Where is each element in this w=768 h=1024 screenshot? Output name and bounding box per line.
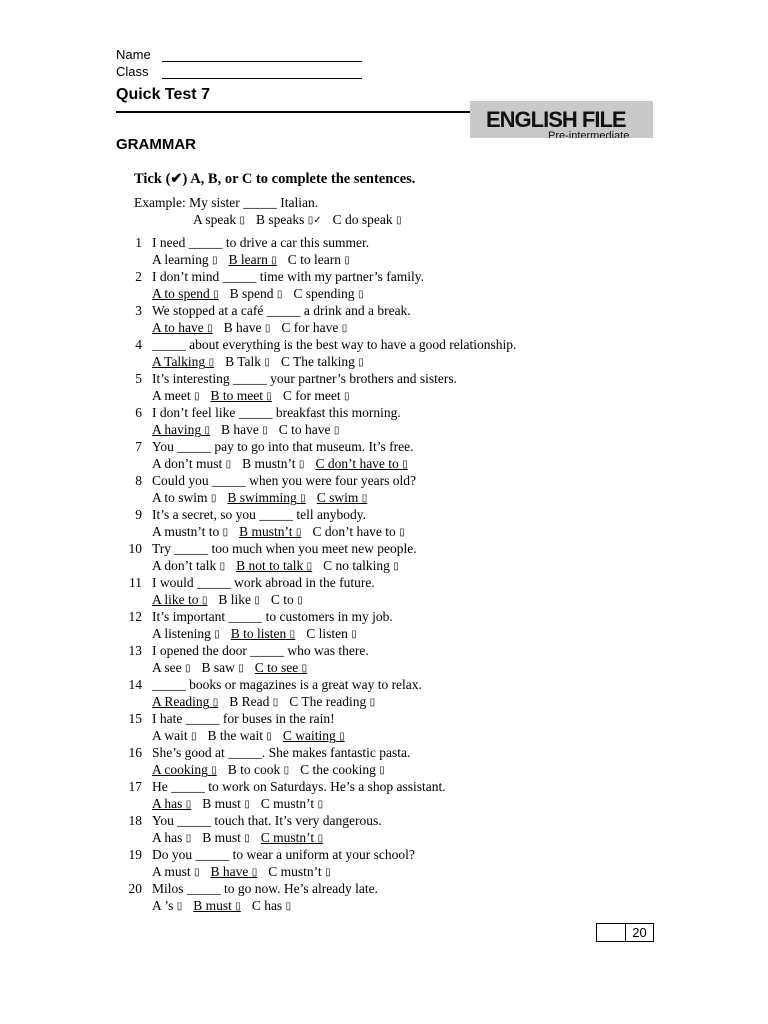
tick-box-icon[interactable]: ▯ xyxy=(276,289,283,300)
question-item xyxy=(120,302,640,336)
question-item xyxy=(120,846,640,880)
instruction: Tick (✔) A, B, or C to complete the sentences. xyxy=(134,171,416,187)
question-list xyxy=(120,234,640,914)
answer-option[interactable] xyxy=(283,728,345,743)
tick-box-icon[interactable]: ▯ xyxy=(235,901,241,912)
option-text: B have xyxy=(210,864,249,879)
question-number: 8 xyxy=(135,473,142,488)
tick-box-icon[interactable]: ▯ xyxy=(214,629,220,640)
tick-box-icon[interactable]: ▯ xyxy=(339,731,345,742)
question-item xyxy=(120,506,640,540)
answer-options xyxy=(152,387,361,405)
option-text: C swim xyxy=(316,490,359,505)
logo-subtitle: Pre-intermediate xyxy=(548,130,630,138)
tick-box-icon[interactable]: ▯ xyxy=(369,697,376,708)
question-number: 9 xyxy=(135,507,142,522)
name-label: Name xyxy=(116,47,151,62)
tick-box-icon[interactable]: ▯ xyxy=(262,425,268,436)
tick-box-icon[interactable]: ▯ xyxy=(212,697,219,708)
answer-option[interactable] xyxy=(152,864,200,879)
question-number: 13 xyxy=(128,643,142,658)
option-text: A like to xyxy=(152,592,199,607)
question-item xyxy=(120,472,640,506)
tick-box-icon[interactable]: ▯ xyxy=(176,901,183,912)
option-text: A Reading xyxy=(152,694,210,709)
tick-box-icon[interactable]: ▯ xyxy=(208,357,215,368)
answer-option[interactable] xyxy=(202,796,250,811)
option-text: C for meet xyxy=(282,388,341,403)
answer-options xyxy=(152,727,356,745)
answer-options xyxy=(152,285,374,303)
question-item xyxy=(120,744,640,778)
question-text: I don’t mind _____ time with my partner’s family. xyxy=(152,269,424,284)
option-text: C to xyxy=(270,592,294,607)
question-number: 12 xyxy=(128,609,142,624)
answer-option[interactable] xyxy=(202,660,244,675)
tick-box-icon[interactable]: ▯ xyxy=(222,527,229,538)
answer-option[interactable] xyxy=(323,558,399,573)
answer-option[interactable] xyxy=(152,762,217,777)
tick-box-icon[interactable]: ▯ xyxy=(225,459,232,470)
tick-box-icon[interactable]: ▯ xyxy=(201,595,208,606)
option-text: B to meet xyxy=(210,388,264,403)
question-text: It’s interesting _____ your partner’s brothers and sisters. xyxy=(152,371,457,386)
answer-option[interactable] xyxy=(152,524,228,539)
answer-option[interactable] xyxy=(255,660,307,675)
answer-option[interactable] xyxy=(279,422,340,437)
student-info xyxy=(116,45,362,79)
option-text: C don’t have to xyxy=(315,456,399,471)
option-text: B Talk xyxy=(225,354,262,369)
tick-box-icon[interactable]: ▯ xyxy=(264,357,270,368)
tick-box-icon[interactable]: ▯ xyxy=(396,215,402,226)
tick-box-icon[interactable]: ▯ xyxy=(266,391,272,402)
answer-option[interactable] xyxy=(312,524,404,539)
option-text: A see xyxy=(152,660,182,675)
option-text: C mustn’t xyxy=(260,796,315,811)
option-text: B must xyxy=(202,796,241,811)
tick-box-icon[interactable]: ▯ xyxy=(211,765,217,776)
tick-box-icon[interactable]: ▯ xyxy=(210,493,217,504)
answer-options xyxy=(152,829,334,847)
answer-option[interactable] xyxy=(152,558,225,573)
score-total: 20 xyxy=(632,925,647,940)
tick-box-icon[interactable]: ▯ xyxy=(333,425,340,436)
question-text: I need _____ to drive a car this summer. xyxy=(152,235,370,250)
option-text: C mustn’t xyxy=(268,864,322,879)
answer-option[interactable] xyxy=(230,286,283,301)
question-item xyxy=(120,778,640,812)
question-number: 3 xyxy=(135,303,142,318)
option-text: C spending xyxy=(293,286,355,301)
answer-options xyxy=(152,863,342,881)
option-text: B Read xyxy=(229,694,270,709)
class-label: Class xyxy=(116,64,149,79)
answer-options xyxy=(152,897,302,915)
option-text: C The talking xyxy=(280,354,355,369)
question-number: 15 xyxy=(128,711,142,726)
tick-box-icon[interactable]: ▯ xyxy=(204,425,211,436)
question-text: It’s important _____ to customers in my job. xyxy=(152,609,393,624)
option-text: A to spend xyxy=(152,286,210,301)
option-text: A ’s xyxy=(152,898,174,913)
answer-option[interactable] xyxy=(227,490,305,505)
question-item xyxy=(120,540,640,574)
tick-box-icon[interactable]: ▯ xyxy=(298,459,305,470)
tick-box-icon[interactable]: ▯ xyxy=(306,561,313,572)
page-title: Quick Test 7 xyxy=(116,86,210,103)
tick-box-icon[interactable]: ▯ xyxy=(300,493,306,504)
answer-option[interactable] xyxy=(228,762,289,777)
tick-box-icon[interactable]: ▯✓ xyxy=(307,215,322,226)
example xyxy=(134,194,413,229)
tick-box-icon[interactable]: ▯ xyxy=(344,255,350,266)
answer-option[interactable] xyxy=(152,456,231,471)
question-text: I opened the door _____ who was there. xyxy=(152,643,369,658)
answer-option[interactable] xyxy=(271,592,303,607)
question-number: 16 xyxy=(128,745,142,760)
answer-option[interactable] xyxy=(315,456,407,471)
tick-box-icon[interactable]: ▯ xyxy=(254,595,260,606)
question-item xyxy=(120,438,640,472)
question-number: 18 xyxy=(128,813,142,828)
answer-option[interactable] xyxy=(152,728,197,743)
answer-option[interactable] xyxy=(152,660,191,675)
option-text: C has xyxy=(251,898,283,913)
answer-option[interactable] xyxy=(152,354,214,369)
question-text: You _____ touch that. It’s very dangerous. xyxy=(152,813,382,828)
answer-option[interactable] xyxy=(208,728,272,743)
answer-option[interactable] xyxy=(239,524,301,539)
answer-option[interactable] xyxy=(300,762,385,777)
tick-box-icon[interactable]: ▯ xyxy=(399,527,405,538)
answer-options xyxy=(152,455,419,473)
question-text: Could you _____ when you were four years old? xyxy=(152,473,416,488)
question-text: It’s a secret, so you _____ tell anybody. xyxy=(152,507,366,522)
example-line xyxy=(134,194,413,211)
option-text: A having xyxy=(152,422,202,437)
option-text: C the cooking xyxy=(300,762,376,777)
option-text: A meet xyxy=(152,388,191,403)
tick-box-icon[interactable]: ▯ xyxy=(351,629,357,640)
answer-option[interactable] xyxy=(306,626,357,641)
section-title: GRAMMAR xyxy=(116,136,196,153)
option-text: C to learn xyxy=(287,252,342,267)
tick-box-icon[interactable]: ▯ xyxy=(393,561,399,572)
question-number: 14 xyxy=(128,677,142,692)
answer-options xyxy=(152,421,350,439)
answer-option[interactable] xyxy=(229,694,278,709)
question-number: 19 xyxy=(128,847,142,862)
option-text: C waiting xyxy=(282,728,336,743)
question-item xyxy=(120,404,640,438)
question-item xyxy=(120,812,640,846)
answer-options xyxy=(152,659,318,677)
answer-option[interactable] xyxy=(152,830,191,845)
tick-box-icon[interactable]: ▯ xyxy=(297,595,303,606)
answer-option[interactable] xyxy=(261,830,323,845)
option-text: A don’t talk xyxy=(152,558,217,573)
tick-box-icon[interactable]: ▯ xyxy=(207,323,213,334)
option-text: B like xyxy=(218,592,252,607)
option-text: C don’t have to xyxy=(312,524,396,539)
question-text: We stopped at a café _____ a drink and a break. xyxy=(152,303,411,318)
answer-option[interactable] xyxy=(288,252,350,267)
question-text: Try _____ too much when you meet new people. xyxy=(152,541,417,556)
tick-box-icon[interactable]: ▯ xyxy=(361,493,368,504)
answer-options xyxy=(152,489,378,507)
tick-box-icon[interactable]: ▯ xyxy=(185,799,192,810)
tick-box-icon[interactable]: ▯ xyxy=(185,833,192,844)
answer-options xyxy=(152,353,375,371)
option-text: B speaks xyxy=(256,212,305,227)
answer-options xyxy=(152,319,358,337)
example-label: Example: xyxy=(134,195,186,210)
answer-option[interactable] xyxy=(152,694,218,709)
option-text: B mustn’t xyxy=(239,524,293,539)
option-text: C do speak xyxy=(332,212,393,227)
answer-option[interactable] xyxy=(293,286,363,301)
tick-box-icon[interactable]: ▯ xyxy=(301,663,308,674)
option-text: B have xyxy=(223,320,262,335)
option-text: B to cook xyxy=(227,762,281,777)
example-option[interactable] xyxy=(193,212,245,227)
answer-option[interactable] xyxy=(281,320,347,335)
answer-option[interactable] xyxy=(289,694,375,709)
tick-box-icon[interactable]: ▯ xyxy=(251,867,258,878)
question-item xyxy=(120,880,640,914)
option-text: A cooking xyxy=(152,762,208,777)
question-item xyxy=(120,574,640,608)
answer-options xyxy=(152,693,386,711)
answer-option[interactable] xyxy=(221,422,268,437)
option-text: B not to talk xyxy=(236,558,304,573)
option-text: C listen xyxy=(306,626,348,641)
answer-options xyxy=(152,523,416,541)
option-text: C mustn’t xyxy=(260,830,315,845)
answer-option[interactable] xyxy=(152,592,207,607)
question-number: 17 xyxy=(128,779,142,794)
answer-option[interactable] xyxy=(236,558,312,573)
option-text: A learning xyxy=(152,252,209,267)
answer-option[interactable] xyxy=(152,286,219,301)
tick-box-icon[interactable]: ▯ xyxy=(344,391,350,402)
english-file-logo xyxy=(470,101,653,138)
answer-option[interactable] xyxy=(152,388,200,403)
tick-box-icon[interactable]: ▯ xyxy=(295,527,302,538)
answer-option[interactable] xyxy=(152,320,213,335)
question-number: 1 xyxy=(135,235,142,250)
question-item xyxy=(120,336,640,370)
answer-option[interactable] xyxy=(152,898,182,913)
answer-option[interactable] xyxy=(231,626,295,641)
answer-option[interactable] xyxy=(152,796,191,811)
question-text: He _____ to work on Saturdays. He’s a shop assistant. xyxy=(152,779,446,794)
answer-option[interactable] xyxy=(261,796,323,811)
option-text: C to have xyxy=(278,422,331,437)
answer-option[interactable] xyxy=(242,456,304,471)
tick-box-icon[interactable]: ▯ xyxy=(219,561,226,572)
question-number: 20 xyxy=(128,881,142,896)
tick-box-icon[interactable]: ▯ xyxy=(194,391,200,402)
option-text: B spend xyxy=(229,286,274,301)
tick-box-icon[interactable]: ▯ xyxy=(239,215,246,226)
option-text: C for have xyxy=(281,320,339,335)
question-item xyxy=(120,642,640,676)
answer-option[interactable] xyxy=(225,354,270,369)
score-input[interactable] xyxy=(597,924,626,941)
option-text: B to listen xyxy=(230,626,287,641)
answer-option[interactable] xyxy=(268,864,330,879)
question-item xyxy=(120,370,640,404)
option-text: A has xyxy=(152,796,183,811)
example-options xyxy=(134,211,413,229)
tick-box-icon[interactable]: ▯ xyxy=(213,289,219,300)
example-option[interactable] xyxy=(333,212,402,227)
tick-box-icon[interactable]: ▯ xyxy=(194,867,200,878)
answer-option[interactable] xyxy=(252,898,291,913)
option-text: B saw xyxy=(201,660,235,675)
tick-box-icon[interactable]: ▯ xyxy=(357,289,364,300)
class-field[interactable] xyxy=(162,66,362,79)
answer-option[interactable] xyxy=(281,354,364,369)
option-text: B the wait xyxy=(207,728,264,743)
tick-box-icon[interactable]: ▯ xyxy=(283,765,290,776)
option-text: A don’t must xyxy=(152,456,223,471)
question-text: I would _____ work abroad in the future. xyxy=(152,575,375,590)
tick-box-icon[interactable]: ▯ xyxy=(244,833,250,844)
question-text: I don’t feel like _____ breakfast this morning. xyxy=(152,405,401,420)
option-text: B swimming xyxy=(227,490,297,505)
option-text: B must xyxy=(193,898,232,913)
answer-option[interactable] xyxy=(193,898,241,913)
option-text: A mustn’t to xyxy=(152,524,220,539)
tick-box-icon[interactable]: ▯ xyxy=(317,799,324,810)
option-text: A to swim xyxy=(152,490,208,505)
tick-box-icon[interactable]: ▯ xyxy=(238,663,244,674)
question-number: 2 xyxy=(135,269,142,284)
tick-box-icon[interactable]: ▯ xyxy=(289,629,296,640)
option-text: B learn xyxy=(228,252,268,267)
answer-options xyxy=(152,795,334,813)
tick-box-icon[interactable]: ▯ xyxy=(266,731,272,742)
name-row xyxy=(116,45,362,62)
logo-title: ENGLISH FILE xyxy=(486,107,626,132)
option-text: A speak xyxy=(193,212,237,227)
answer-options xyxy=(152,625,368,643)
tick-box-icon[interactable]: ▯ xyxy=(402,459,408,470)
answer-option[interactable] xyxy=(152,422,210,437)
option-text: B mustn’t xyxy=(242,456,296,471)
question-text: _____ books or magazines is a great way to relax. xyxy=(152,677,422,692)
tick-box-icon[interactable]: ▯ xyxy=(341,323,348,334)
question-item xyxy=(120,676,640,710)
class-row xyxy=(116,62,362,79)
question-item xyxy=(120,268,640,302)
answer-option[interactable] xyxy=(218,592,260,607)
option-text: C no talking xyxy=(323,558,390,573)
option-text: B must xyxy=(202,830,241,845)
question-number: 10 xyxy=(128,541,142,556)
question-item xyxy=(120,710,640,744)
answer-option[interactable] xyxy=(152,626,220,641)
tick-box-icon[interactable]: ▯ xyxy=(244,799,250,810)
answer-option[interactable] xyxy=(152,252,218,267)
tick-box-icon[interactable]: ▯ xyxy=(325,867,331,878)
answer-options xyxy=(152,761,396,779)
answer-option[interactable] xyxy=(211,388,272,403)
question-text: She’s good at _____. She makes fantastic pasta. xyxy=(152,745,411,760)
option-text: B have xyxy=(221,422,259,437)
answer-option[interactable] xyxy=(283,388,350,403)
option-text: A Talking xyxy=(152,354,206,369)
tick-box-icon[interactable]: ▯ xyxy=(191,731,197,742)
option-text: C The reading xyxy=(289,694,367,709)
option-text: A wait xyxy=(152,728,188,743)
option-text: A has xyxy=(152,830,183,845)
example-sentence: My sister _____ Italian. xyxy=(189,195,319,210)
answer-options xyxy=(152,557,410,575)
tick-box-icon[interactable]: ▯ xyxy=(358,357,364,368)
answer-options xyxy=(152,251,361,269)
example-option[interactable] xyxy=(256,212,322,227)
score-box xyxy=(596,923,654,942)
question-text: _____ about everything is the best way to have a good relationship. xyxy=(152,337,517,352)
question-text: I hate _____ for buses in the rain! xyxy=(152,711,335,726)
answer-options xyxy=(152,591,314,609)
tick-box-icon[interactable]: ▯ xyxy=(272,697,279,708)
question-text: Do you _____ to wear a uniform at your school? xyxy=(152,847,415,862)
tick-box-icon[interactable]: ▯ xyxy=(185,663,191,674)
tick-box-icon[interactable]: ▯ xyxy=(264,323,271,334)
answer-option[interactable] xyxy=(229,252,277,267)
question-text: Milos _____ to go now. He’s already late. xyxy=(152,881,378,896)
answer-option[interactable] xyxy=(317,490,368,505)
tick-box-icon[interactable]: ▯ xyxy=(271,255,277,266)
option-text: A must xyxy=(152,864,191,879)
question-number: 11 xyxy=(129,575,142,590)
question-number: 4 xyxy=(135,337,142,352)
option-text: A listening xyxy=(152,626,211,641)
question-number: 7 xyxy=(135,439,142,454)
answer-option[interactable] xyxy=(202,830,250,845)
question-text: You _____ pay to go into that museum. It’s free. xyxy=(152,439,414,454)
answer-option[interactable] xyxy=(224,320,271,335)
question-item xyxy=(120,608,640,642)
question-number: 6 xyxy=(135,405,142,420)
tick-box-icon[interactable]: ▯ xyxy=(379,765,385,776)
question-item xyxy=(120,234,640,268)
answer-option[interactable] xyxy=(152,490,216,505)
name-field[interactable] xyxy=(162,49,362,62)
question-number: 5 xyxy=(135,371,142,386)
tick-box-icon[interactable]: ▯ xyxy=(212,255,218,266)
tick-box-icon[interactable]: ▯ xyxy=(285,901,292,912)
tick-box-icon[interactable]: ▯ xyxy=(317,833,324,844)
answer-option[interactable] xyxy=(211,864,258,879)
option-text: C to see xyxy=(254,660,299,675)
option-text: A to have xyxy=(152,320,204,335)
